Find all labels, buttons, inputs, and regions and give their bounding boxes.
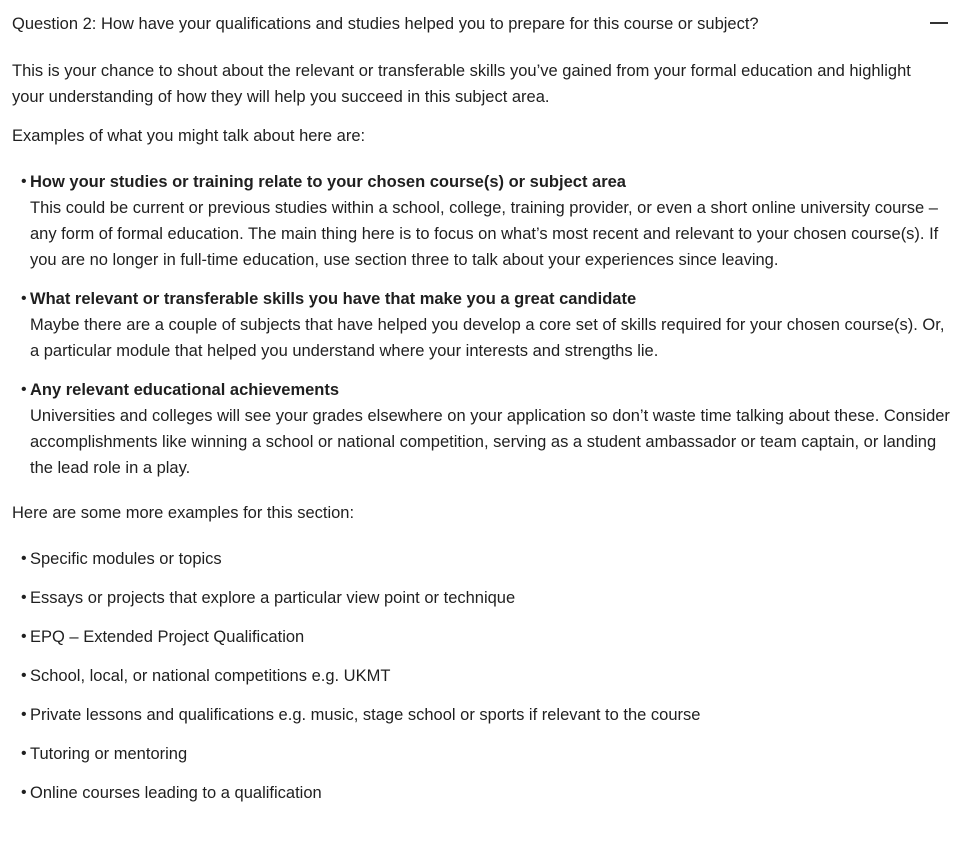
more-examples-intro: Here are some more examples for this section: xyxy=(12,504,355,522)
question-title[interactable]: Question 2: How have your qualifications and studies helped you to prepare for this course or subject? xyxy=(12,15,759,33)
list-item xyxy=(12,780,952,806)
more-examples-list xyxy=(12,546,952,806)
bullet-icon: • xyxy=(21,745,27,762)
item-text: Private lessons and qualifications e.g. music, stage school or sports if relevant to the course xyxy=(30,706,701,724)
list-item xyxy=(12,663,952,689)
item-text: School, local, or national competitions e.g. UKMT xyxy=(30,667,391,685)
list-item xyxy=(12,546,952,572)
list-item xyxy=(12,286,952,364)
item-text: Online courses leading to a qualification xyxy=(30,784,322,802)
item-text: Tutoring or mentoring xyxy=(30,745,188,763)
bullet-icon: • xyxy=(21,589,27,606)
bullet-icon: • xyxy=(21,784,27,801)
bullet-icon: • xyxy=(21,667,27,684)
question-accordion xyxy=(12,0,952,802)
examples-intro: Examples of what you might talk about here are: xyxy=(12,127,366,145)
bullet-icon: • xyxy=(21,381,27,398)
bullet-icon: • xyxy=(21,706,27,723)
bullet-icon: • xyxy=(21,173,27,190)
item-heading: Any relevant educational achievements xyxy=(30,381,340,399)
item-text: Essays or projects that explore a particular view point or technique xyxy=(30,589,516,607)
list-item xyxy=(12,585,952,611)
item-text: This could be current or previous studies within a school, college, training provider, or even a short online university course – any form of formal education. The main thing here is to focus on what’s most recent and relevant to your chosen course(s). If you are no longer in full-time education, use section three to talk about your experiences since leaving. xyxy=(30,199,939,269)
bullet-icon: • xyxy=(21,628,27,645)
list-item xyxy=(12,169,952,273)
item-text: Specific modules or topics xyxy=(30,550,222,568)
item-text: EPQ – Extended Project Qualification xyxy=(30,628,305,646)
bullet-icon: • xyxy=(21,290,27,307)
list-item xyxy=(12,377,952,481)
list-item xyxy=(12,624,952,650)
item-text: Universities and colleges will see your grades elsewhere on your application so don’t waste time talking about these. Consider accomplishments like winning a school or national competition, serving as a student ambassador or team captain, or landing the lead role in a play. xyxy=(30,407,950,477)
item-text: Maybe there are a couple of subjects that have helped you develop a core set of skills required for your chosen course(s). Or, a particular module that helped you understand where your interests and strengths lie. xyxy=(30,316,945,360)
item-heading: What relevant or transferable skills you have that make you a great candidate xyxy=(30,290,637,308)
item-heading: How your studies or training relate to your chosen course(s) or subject area xyxy=(30,173,626,191)
minus-icon[interactable] xyxy=(928,12,950,34)
list-item xyxy=(12,702,952,728)
bullet-icon: • xyxy=(21,550,27,567)
list-item xyxy=(12,741,952,767)
accordion-header[interactable] xyxy=(12,0,952,46)
detail-list xyxy=(12,169,952,481)
accordion-body xyxy=(12,58,952,819)
intro-paragraph: This is your chance to shout about the relevant or transferable skills you’ve gained from your formal education and highlight your understanding of how they will help you succeed in this subject area. xyxy=(12,62,911,106)
